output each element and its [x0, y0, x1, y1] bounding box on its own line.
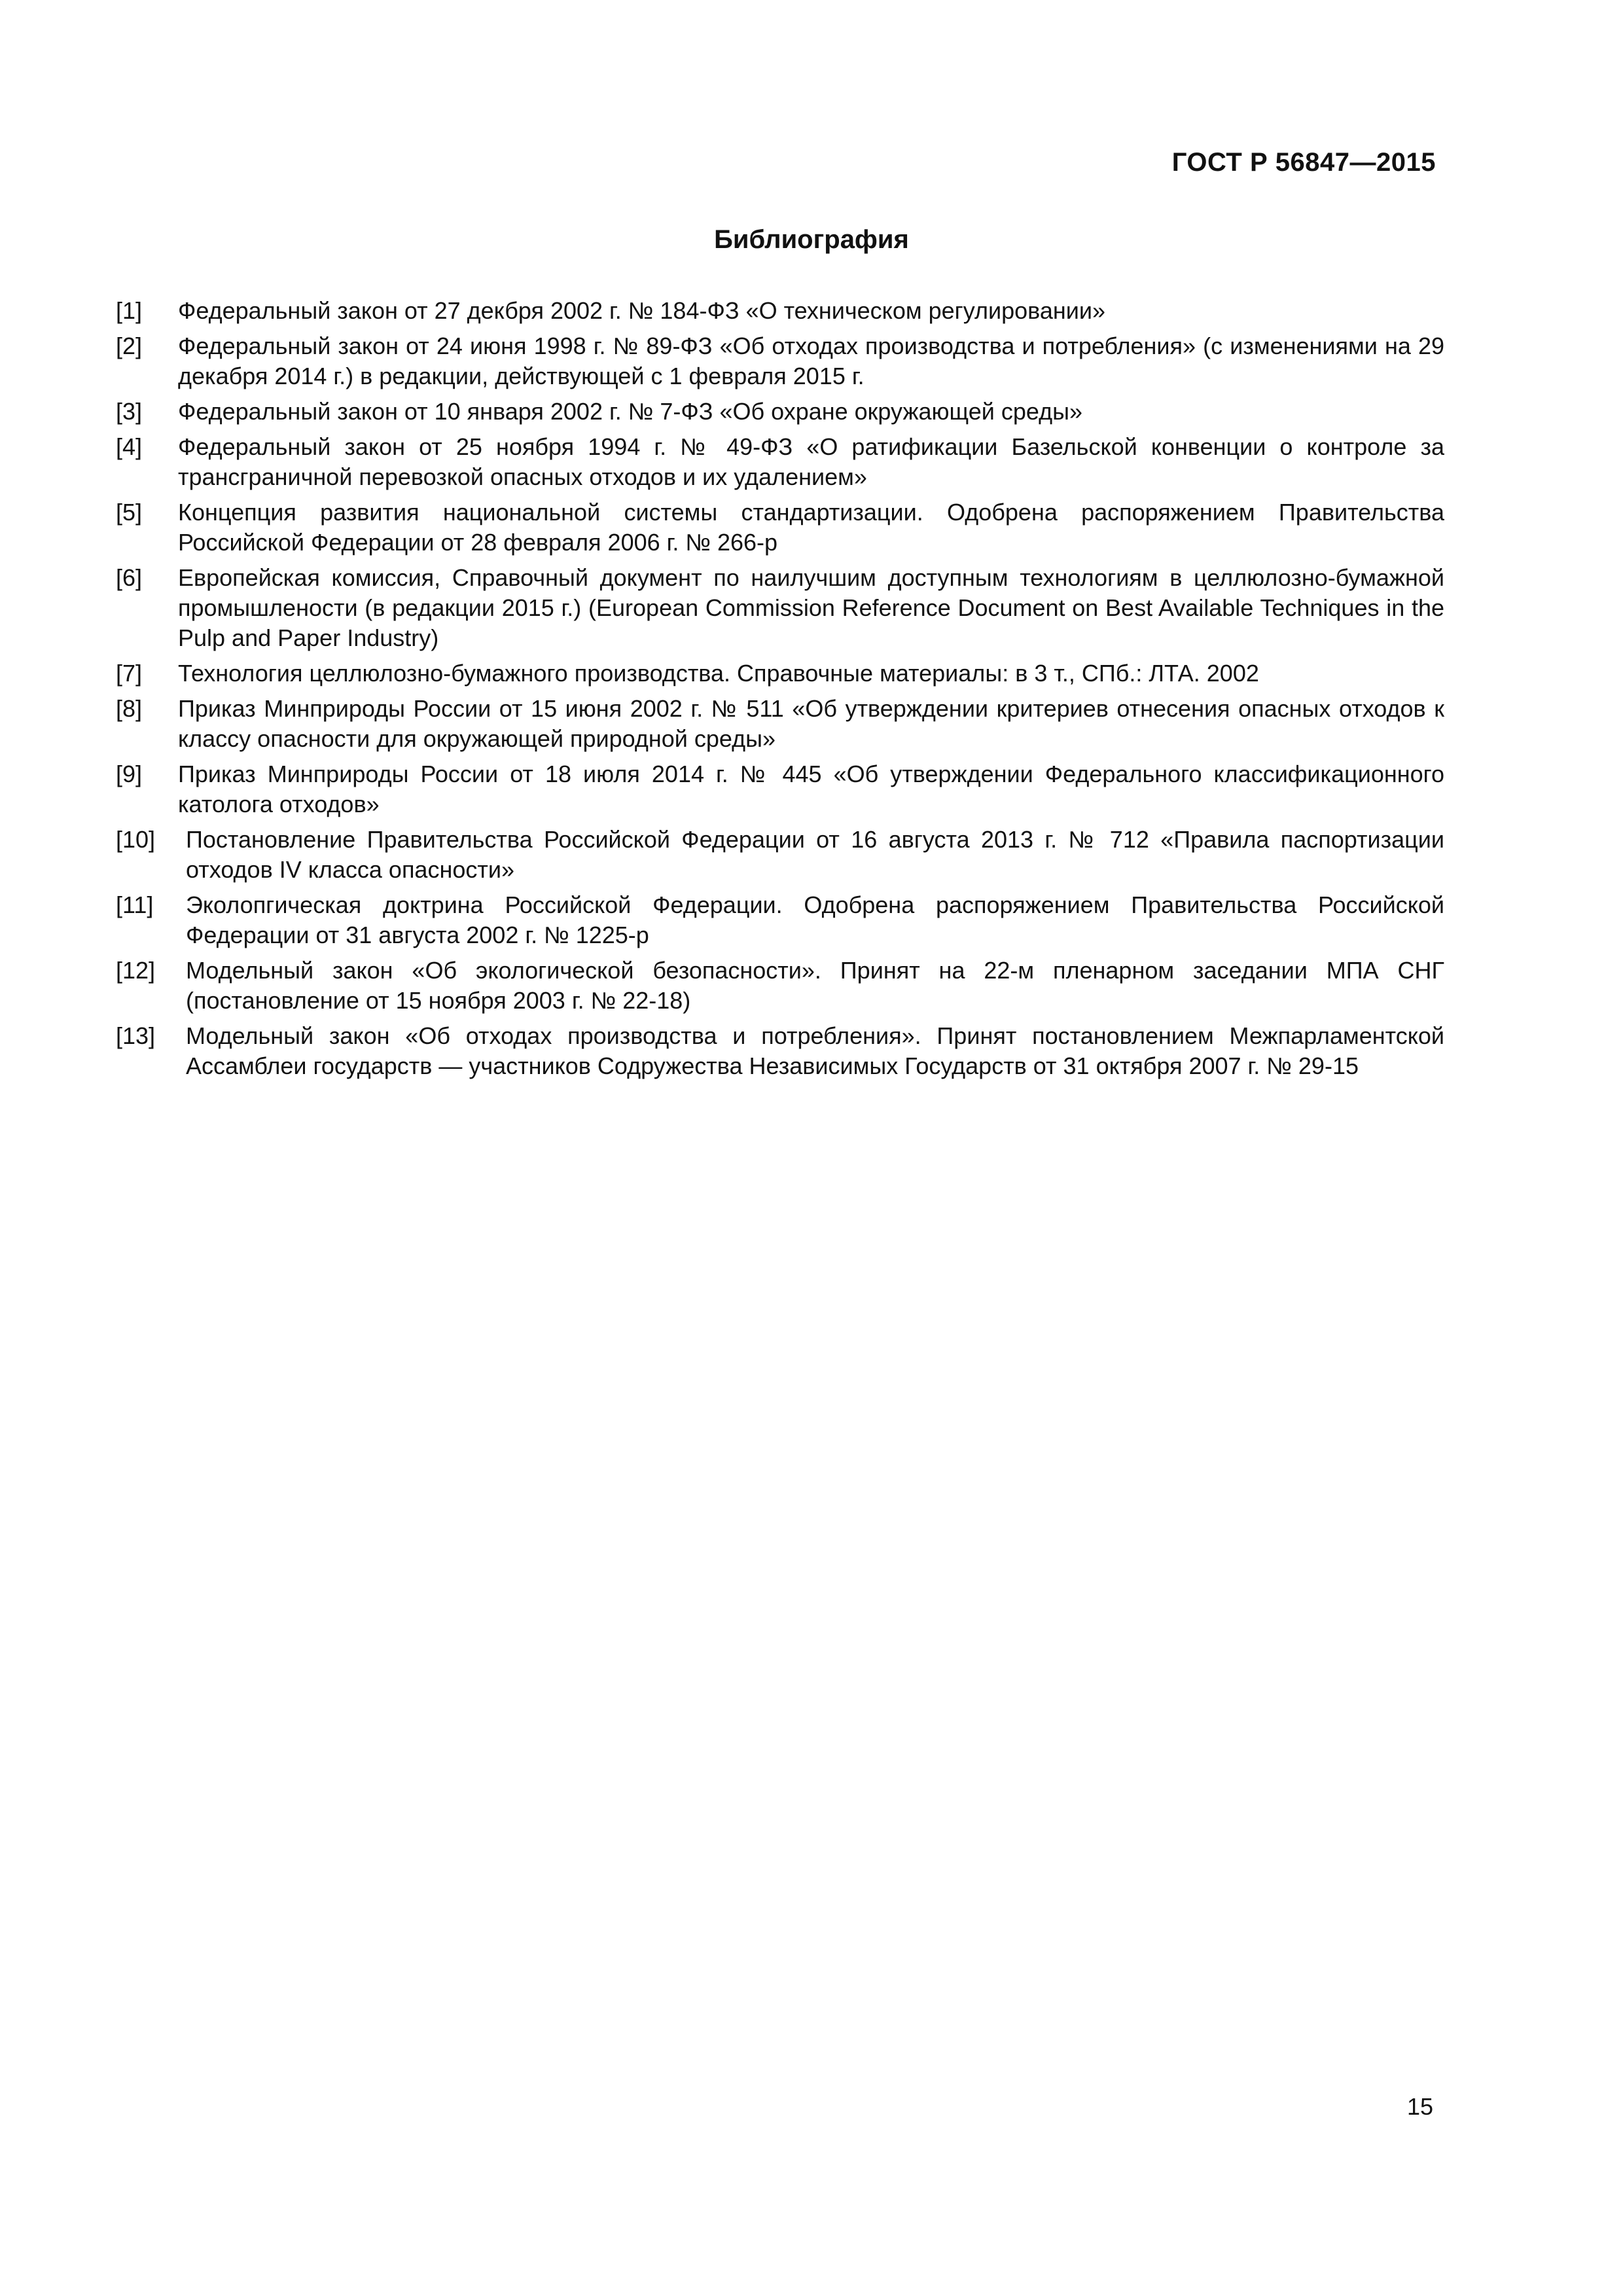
bibliography-entry [116, 956, 1444, 1016]
entry-number: [2] [116, 332, 143, 359]
bibliography-entry [116, 432, 1444, 492]
entry-text: Европейская комиссия, Справочный документ по наилучшим доступным технологиям в целлюлозно-бумажной промышлености (в редакции 2015 г.) (European Commission Reference Document on Best Available Techniques in the Pulp and Paper Industry) [178, 564, 1444, 651]
bibliography-entry [116, 759, 1444, 819]
entry-number: [7] [116, 660, 143, 687]
entry-text: Федеральный закон от 27 декбря 2002 г. № 184-ФЗ «О техническом регулировании» [178, 297, 1106, 324]
entry-text: Концепция развития национальной системы стандартизации. Одобрена распоряжением Правительства Российской Федерации от 28 февраля 2006 г. № 266-р [178, 499, 1444, 556]
bibliography-entry [116, 825, 1444, 885]
entry-number: [1] [116, 297, 143, 324]
bibliography-list [116, 296, 1444, 1086]
entry-number: [8] [116, 695, 143, 722]
entry-number: [6] [116, 564, 143, 591]
page-number: 15 [1406, 2093, 1433, 2120]
entry-text: Федеральный закон от 24 июня 1998 г. № 89-ФЗ «Об отходах производства и потребления» (с изменениями на 29 декабря 2014 г.) в редакции, действующей с 1 февраля 2015 г. [178, 332, 1444, 389]
bibliography-entry [116, 694, 1444, 754]
bibliography-entry [116, 658, 1444, 689]
entry-number: [11] [116, 891, 154, 918]
document-code: ГОСТ Р 56847—2015 [1171, 148, 1436, 177]
bibliography-entry [116, 397, 1444, 427]
entry-text: Приказ Минприроды России от 15 июня 2002 г. № 511 «Об утверждении критериев отнесения опасных отходов к классу опасности для окружающей природной среды» [178, 695, 1444, 752]
entry-number: [10] [116, 826, 156, 853]
entry-number: [9] [116, 761, 143, 787]
entry-text: Приказ Минприроды России от 18 июля 2014 г. № 445 «Об утверждении Федерального классификационного католога отходов» [178, 761, 1444, 817]
entry-text: Модельный закон «Об отходах производства и потребления». Принят постановлением Межпарламентской Ассамблеи государств — участников Содружества Независимых Государств от 31 октября 2007 г. № 29-15 [186, 1022, 1444, 1079]
entry-text: Модельный закон «Об экологической безопасности». Принят на 22-м пленарном заседании МПА СНГ (постановление от 15 ноября 2003 г. № 22-18) [186, 957, 1444, 1014]
bibliography-entry [116, 497, 1444, 558]
entry-text: Федеральный закон от 25 ноября 1994 г. № 49-ФЗ «О ратификации Базельской конвенции о контроле за трансграничной перевозкой опасных отходов и их удалением» [178, 433, 1444, 490]
entry-number: [5] [116, 499, 143, 526]
entry-text: Эколопгическая доктрина Российской Федерации. Одобрена распоряжением Правительства Российской Федерации от 31 августа 2002 г. № 1225-р [186, 891, 1444, 948]
bibliography-entry [116, 890, 1444, 950]
bibliography-entry [116, 1021, 1444, 1081]
bibliography-entry [116, 563, 1444, 653]
bibliography-entry [116, 331, 1444, 391]
entry-number: [12] [116, 957, 156, 984]
entry-text: Постановление Правительства Российской Федерации от 16 августа 2013 г. № 712 «Правила паспортизации отходов IV класса опасности» [186, 826, 1444, 883]
entry-text: Технология целлюлозно-бумажного производства. Справочные материалы: в 3 т., СПб.: ЛТА. 2002 [178, 660, 1259, 687]
bibliography-entry [116, 296, 1444, 326]
entry-number: [4] [116, 433, 143, 460]
entry-number: [3] [116, 398, 143, 425]
entry-text: Федеральный закон от 10 января 2002 г. № 7-ФЗ «Об охране окружающей среды» [178, 398, 1083, 425]
entry-number: [13] [116, 1022, 156, 1049]
bibliography-title: Библиография [714, 225, 909, 254]
